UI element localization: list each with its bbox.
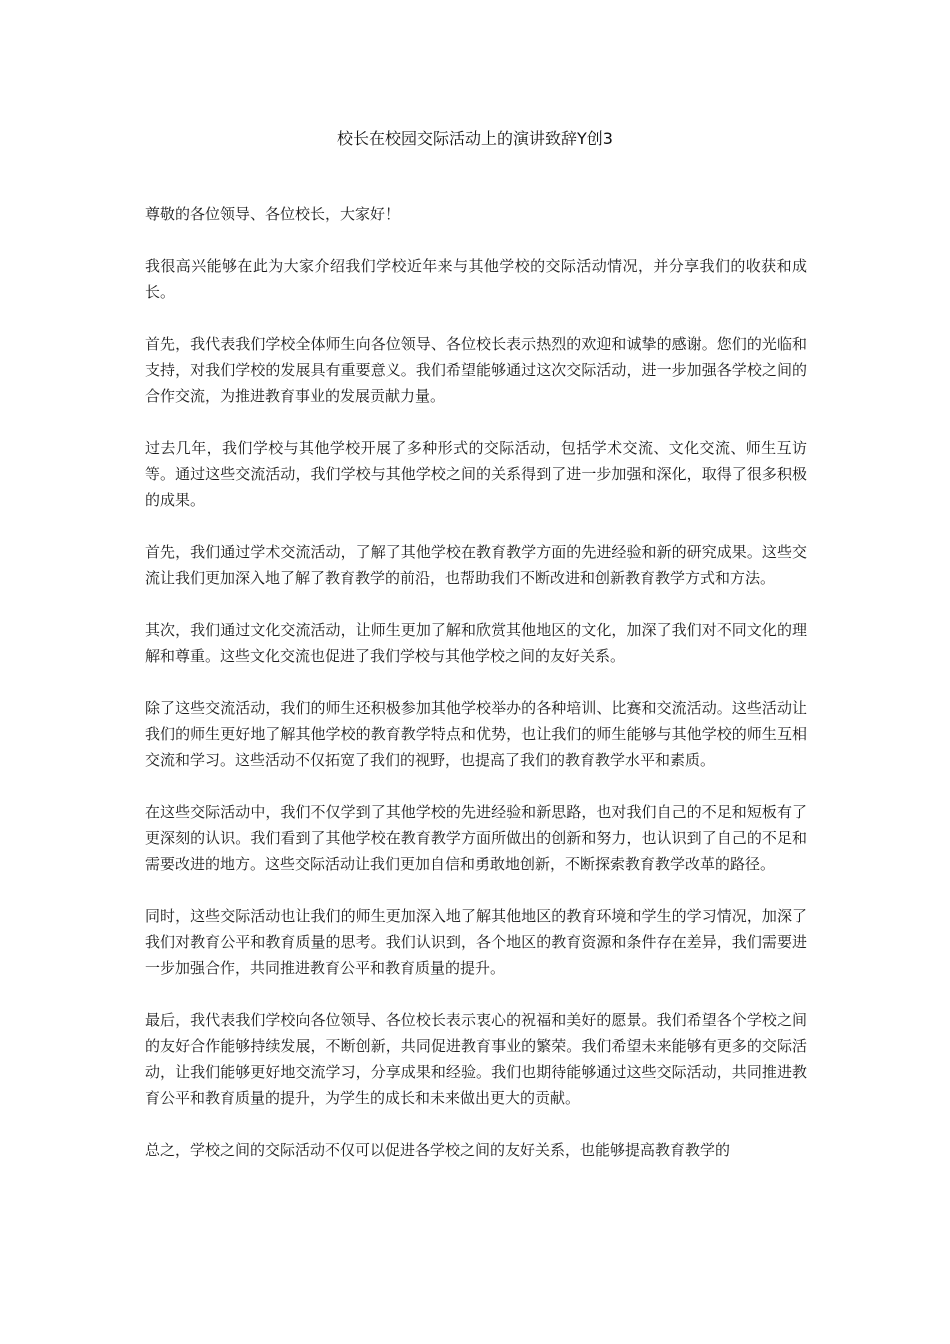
paragraph-cultural-exchange: 其次，我们通过文化交流活动，让师生更加了解和欣赏其他地区的文化，加深了我们对不同文化的理解和尊重。这些文化交流也促进了我们学校与其他学校之间的友好关系。	[145, 621, 807, 665]
paragraph-wishes: 最后，我代表我们学校向各位领导、各位校长表示衷心的祝福和美好的愿景。我们希望各个学校之间的友好合作能够持续发展，不断创新，共同促进教育事业的繁荣。我们希望未来能够有更多的交际活动，让我们能够更好地交流学习，分享成果和经验。我们也期待能够通过这些交际活动，共同推进教育公平和教育质量的提升，为学生的成长和未来做出更大的贡献。	[145, 1011, 807, 1107]
paragraph-conclusion: 总之，学校之间的交际活动不仅可以促进各学校之间的友好关系，也能够提高教育教学的	[145, 1141, 731, 1159]
paragraph-equity: 同时，这些交际活动也让我们的师生更加深入地了解其他地区的教育环境和学生的学习情况，加深了我们对教育公平和教育质量的思考。我们认识到，各个地区的教育资源和条件存在差异，我们需要进一步加强合作，共同推进教育公平和教育质量的提升。	[145, 907, 807, 977]
paragraph-reflection: 在这些交际活动中，我们不仅学到了其他学校的先进经验和新思路，也对我们自己的不足和短板有了更深刻的认识。我们看到了其他学校在教育教学方面所做出的创新和努力，也认识到了自己的不足和需要改进的地方。这些交际活动让我们更加自信和勇敢地创新，不断探索教育教学改革的路径。	[145, 803, 807, 873]
paragraph-greeting: 尊敬的各位领导、各位校长，大家好！	[145, 205, 401, 223]
paragraph-intro: 我很高兴能够在此为大家介绍我们学校近年来与其他学校的交际活动情况，并分享我们的收获和成长。	[145, 257, 807, 301]
document-title: 校长在校园交际活动上的演讲致辞Y创3	[337, 129, 613, 148]
paragraph-overview: 过去几年，我们学校与其他学校开展了多种形式的交际活动，包括学术交流、文化交流、师生互访等。通过这些交流活动，我们学校与其他学校之间的关系得到了进一步加强和深化，取得了很多积极的成果。	[145, 439, 807, 509]
paragraph-welcome: 首先，我代表我们学校全体师生向各位领导、各位校长表示热烈的欢迎和诚挚的感谢。您们的光临和支持，对我们学校的发展具有重要意义。我们希望能够通过这次交际活动，进一步加强各学校之间的合作交流，为推进教育事业的发展贡献力量。	[145, 335, 807, 405]
paragraph-other-activities: 除了这些交流活动，我们的师生还积极参加其他学校举办的各种培训、比赛和交流活动。这些活动让我们的师生更好地了解其他学校的教育教学特点和优势，也让我们的师生能够与其他学校的师生互相交流和学习。这些活动不仅拓宽了我们的视野，也提高了我们的教育教学水平和素质。	[145, 699, 807, 769]
document-body	[145, 201, 807, 1189]
paragraph-academic-exchange: 首先，我们通过学术交流活动，了解了其他学校在教育教学方面的先进经验和新的研究成果。这些交流让我们更加深入地了解了教育教学的前沿，也帮助我们不断改进和创新教育教学方式和方法。	[145, 543, 807, 587]
